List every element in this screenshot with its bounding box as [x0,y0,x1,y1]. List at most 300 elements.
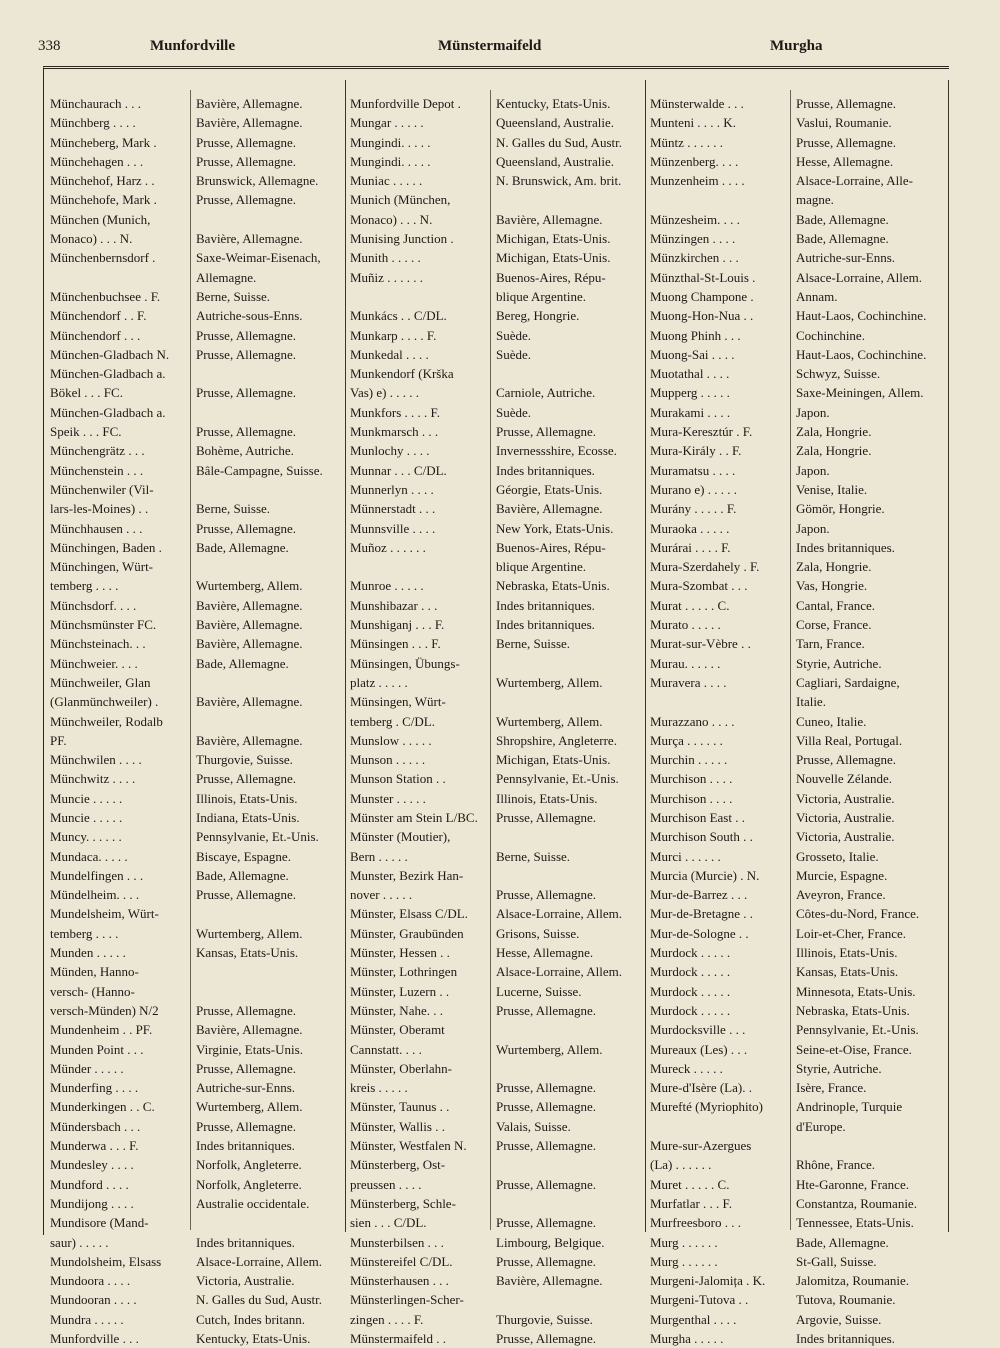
place-name: PF. [50,732,67,748]
gazetteer-entry [648,364,948,383]
place-region: Michigan, Etats-Unis. [496,752,611,768]
place-name: Muncie . . . . . [50,790,123,806]
gazetteer-entry [648,190,948,209]
place-name: Munslow . . . . . [350,732,432,748]
gazetteer-entry [48,808,348,827]
place-region: Grisons, Suisse. [496,925,580,941]
place-name: Murdocksville . . . [650,1022,746,1038]
gazetteer-entry [648,731,948,750]
gazetteer-entry [48,634,348,653]
place-region [492,827,646,846]
place-name: Murg . . . . . . [650,1234,718,1250]
place-name: Münsterhausen . . . [350,1273,449,1289]
gazetteer-entry [348,519,648,538]
place-name: Mur-de-Bretagne . . [650,906,753,922]
gazetteer-entry [648,847,948,866]
gazetteer-entry [648,441,948,460]
gazetteer-entry [48,673,348,692]
place-region [192,403,346,422]
place-region: Michigan, Etats-Unis. [496,231,611,247]
place-region: Victoria, Australie. [796,829,895,845]
gazetteer-entry [348,615,648,634]
place-name: saur) . . . . . [50,1234,109,1250]
gazetteer-entry [648,210,948,229]
gazetteer-entry [348,1059,648,1078]
gazetteer-entry [648,229,948,248]
place-name: Murat . . . . . C. [650,597,730,613]
place-name: Munden . . . . . [50,945,126,961]
place-name [648,190,792,209]
place-region: Shropshire, Angleterre. [496,732,617,748]
place-name: temberg . . . . [50,578,119,594]
place-region: Pennsylvanie, Et.-Unis. [496,771,619,787]
place-name: Munnerlyn . . . . [350,481,434,497]
place-name: Murg . . . . . . [650,1253,718,1269]
place-region: Saxe-Weimar-Eisenach, [196,250,321,266]
place-region: Limbourg, Belgique. [496,1234,605,1250]
place-region: Bade, Allemagne. [196,655,289,671]
place-name: Mundoora . . . . [50,1273,131,1289]
place-region [492,1020,646,1039]
gazetteer-entry [648,750,948,769]
gazetteer-entry [348,133,648,152]
place-region: Illinois, Etats-Unis. [796,945,898,961]
gazetteer-entry [48,1001,348,1020]
place-name: nover . . . . . [350,887,413,903]
gazetteer-entry [348,480,648,499]
place-region: Alsace-Lorraine, Allem. [196,1253,322,1269]
gazetteer-entry [648,383,948,402]
place-region: Bavière, Allemagne. [496,211,603,227]
place-name: Münsingen . . . F. [350,636,441,652]
gazetteer-entry [48,596,348,615]
place-region: Alsace-Lorraine, Allem. [796,269,922,285]
place-region [492,1194,646,1213]
place-region: Bavière, Allemagne. [196,1022,303,1038]
place-name: Münster (Moutier), [350,829,451,845]
place-name: Münzingen . . . . [650,231,736,247]
gazetteer-entry [348,808,648,827]
gazetteer-entry [48,210,348,229]
place-name: Mundelsheim, Würt- [50,906,159,922]
place-region: Thurgovie, Suisse. [496,1311,593,1327]
place-name: Müncheberg, Mark . [50,134,157,150]
place-region: Vaslui, Roumanie. [796,115,892,131]
place-region [192,982,346,1001]
gazetteer-entry [348,171,648,190]
place-region: Wurtemberg, Allem. [196,1099,303,1115]
gazetteer-entry [648,615,948,634]
gazetteer-entry [348,885,648,904]
place-name [648,1117,792,1136]
place-region [192,962,346,981]
gazetteer-entry [648,712,948,731]
place-region: Prusse, Allemagne. [496,1176,597,1192]
place-region: Nebraska, Etats-Unis. [496,578,610,594]
gazetteer-entry [348,634,648,653]
place-name: München (Munich, [50,211,151,227]
gazetteer-entry [48,326,348,345]
place-name: Münzthal-St-Louis . [650,269,756,285]
gazetteer-entry [348,287,648,306]
place-name: Munfordville . . . [50,1331,139,1346]
place-region: Bereg, Hongrie. [496,308,580,324]
place-region: Suède. [496,346,532,362]
gazetteer-entry [48,133,348,152]
gazetteer-entry [348,1329,648,1348]
place-name: Mundra . . . . . [50,1311,124,1327]
gazetteer-entry [648,827,948,846]
place-name: Münder . . . . . [50,1060,124,1076]
running-header [0,38,1000,60]
gazetteer-entry [648,1194,948,1213]
place-region: Indes britanniques. [496,462,595,478]
place-region: Tutova, Roumanie. [796,1292,896,1308]
place-region: Indes britanniques. [196,1234,295,1250]
place-name: Münchenwiler (Vil- [50,481,154,497]
place-region [792,1136,946,1155]
place-region [492,692,646,711]
gazetteer-entry [48,538,348,557]
gazetteer-entry [648,1213,948,1232]
place-region: Gömör, Hongrie. [796,501,885,517]
place-region: Suède. [496,327,532,343]
gazetteer-entry [648,306,948,325]
place-name: Münchsmünster FC. [50,617,157,633]
place-name: Munderwa . . . F. [50,1138,139,1154]
place-name: Münster, Nahe. . . [350,1002,443,1018]
gazetteer-entry [648,982,948,1001]
gazetteer-entry [348,441,648,460]
place-region: Biscaye, Espagne. [196,848,291,864]
place-region: Prusse, Allemagne. [196,153,297,169]
place-region: Prusse, Allemagne. [496,809,597,825]
place-name: Bern . . . . . [350,848,408,864]
place-region: Prusse, Allemagne. [196,134,297,150]
place-region: Suède. [496,404,532,420]
gazetteer-entry [348,461,648,480]
place-region: Wurtemberg, Allem. [496,1041,603,1057]
gazetteer-entry [648,248,948,267]
gazetteer-entry [648,538,948,557]
place-name: Münchberg . . . . [50,115,136,131]
gazetteer-entry [648,1001,948,1020]
gazetteer-entry [648,133,948,152]
place-region: Berne, Suisse. [496,848,571,864]
gazetteer-entry [48,1310,348,1329]
gazetteer-column-1 [48,94,348,1346]
place-name: Munson . . . . . [350,752,426,768]
place-name: Murchison . . . . [650,771,733,787]
gazetteer-entry [48,345,348,364]
gazetteer-entry [648,1175,948,1194]
place-region: Autriche-sur-Enns. [796,250,896,266]
place-region: Japon. [796,404,830,420]
place-region: Schwyz, Suisse. [796,366,881,382]
place-name: Munsterbilsen . . . [350,1234,444,1250]
place-region: N. Brunswick, Am. brit. [496,173,622,189]
place-name: Murchison South . . [650,829,753,845]
gazetteer-entry [48,499,348,518]
place-region: Styrie, Autriche. [796,655,882,671]
place-name: Muong-Hon-Nua . . [650,308,754,324]
gazetteer-entry [48,1059,348,1078]
place-region: Prusse, Allemagne. [496,1331,597,1346]
place-region: Prusse, Allemagne. [496,1099,597,1115]
place-name: Münchsdorf. . . . [50,597,137,613]
place-region [192,364,346,383]
place-region: Villa Real, Portugal. [796,732,903,748]
gazetteer-entry [648,1059,948,1078]
place-name: Muniac . . . . . [350,173,423,189]
place-name: kreis . . . . . [350,1080,408,1096]
place-name: Murau. . . . . . [650,655,721,671]
gazetteer-entry [648,1040,948,1059]
place-name: Münster, Oberlahn- [350,1060,453,1076]
place-name: Murgha . . . . . [650,1331,724,1346]
gazetteer-entry [648,94,948,113]
place-region: Prusse, Allemagne. [496,1002,597,1018]
gazetteer-column-2 [348,94,648,1346]
place-region: Pennsylvanie, Et.-Unis. [796,1022,919,1038]
place-region: Autriche-sur-Enns. [196,1080,296,1096]
place-region: Zala, Hongrie. [796,443,872,459]
place-name: Mura-Szombat . . . [650,578,748,594]
gazetteer-entry [348,557,648,576]
gazetteer-entry [348,1271,648,1290]
place-region: Alsace-Lorraine, Alle- [796,173,913,189]
place-name: Münchingen, Würt- [50,559,154,575]
place-name: Münster, Wallis . . [350,1118,445,1134]
gazetteer-entry [48,1290,348,1309]
place-name: Mur-de-Barrez . . . [650,887,748,903]
place-name: Murakami . . . . [650,404,731,420]
gazetteer-entry [648,1329,948,1348]
gazetteer-entry [648,1020,948,1039]
place-name: Mundenheim . . PF. [50,1022,153,1038]
place-name: Münzenberg. . . . [650,153,739,169]
place-name: Münster, Lothringen [350,964,458,980]
place-region: Géorgie, Etats-Unis. [496,481,603,497]
place-region: New York, Etats-Unis. [496,520,614,536]
place-region [492,866,646,885]
place-name: Münster, Elsass C/DL. [350,906,468,922]
gazetteer-entry [648,403,948,422]
place-name: versch-Münden) N/2 [50,1002,159,1018]
gazetteer-entry [48,1271,348,1290]
place-name: Mure-sur-Azergues [650,1138,752,1154]
gazetteer-entry [48,519,348,538]
place-name: Münster, Graubünden [350,925,464,941]
place-region: Loir-et-Cher, France. [796,925,907,941]
place-name: Münsterberg, Ost- [350,1157,446,1173]
place-name: Munkedal . . . . [350,346,429,362]
gazetteer-entry [348,1194,648,1213]
gazetteer-entry [48,1252,348,1271]
gazetteer-entry [648,808,948,827]
place-region: Prusse, Allemagne. [196,520,297,536]
place-region: Victoria, Australie. [196,1273,295,1289]
gazetteer-entry [348,403,648,422]
place-name: Munroe . . . . . [350,578,424,594]
gazetteer-entry [348,827,648,846]
gazetteer-entry [348,712,648,731]
place-region: N. Galles du Sud, Austr. [196,1292,323,1308]
gazetteer-entry [648,1252,948,1271]
gazetteer-entry [48,750,348,769]
gazetteer-entry [48,1136,348,1155]
place-name: preussen . . . . [350,1176,422,1192]
gazetteer-entry [648,345,948,364]
place-region: Invernessshire, Ecosse. [496,443,617,459]
place-region: Japon. [796,520,830,536]
place-name: Munich (München, [350,192,451,208]
gazetteer-entry [48,190,348,209]
gazetteer-entry [48,268,348,287]
place-name: Munkmarsch . . . [350,424,439,440]
place-name: Murato . . . . . [650,617,721,633]
place-region: Autriche-sous-Enns. [196,308,303,324]
place-name: zingen . . . . F. [350,1311,424,1327]
gazetteer-entry [48,576,348,595]
place-region: Andrinople, Turquie [796,1099,903,1115]
gazetteer-entry [348,229,648,248]
gazetteer-entry [48,1175,348,1194]
place-name: (La) . . . . . . [650,1157,712,1173]
place-region: Bavière, Allemagne. [196,732,303,748]
place-name: Murchison . . . . [650,790,733,806]
place-region: Berne, Suisse. [196,288,271,304]
place-region: Prusse, Allemagne. [496,1080,597,1096]
gazetteer-entry [648,962,948,981]
place-region: Indes britanniques. [796,1331,895,1346]
place-region: Corse, France. [796,617,872,633]
gazetteer-entry [48,885,348,904]
place-name: Mungar . . . . . [350,115,424,131]
place-region [192,904,346,923]
gazetteer-entry [348,750,648,769]
gazetteer-entry [348,673,648,692]
place-region: Brunswick, Allemagne. [196,173,319,189]
place-region: Grosseto, Italie. [796,848,879,864]
gazetteer-entry [48,827,348,846]
place-region: Prusse, Allemagne. [796,134,897,150]
header-first-entry: Munfordville [150,38,235,54]
place-name: Mureck . . . . . [650,1060,723,1076]
gazetteer-entry [48,403,348,422]
place-name: Mundaca. . . . . [50,848,128,864]
place-name: Munzenheim . . . . [650,173,745,189]
place-region [192,673,346,692]
place-region: Tennessee, Etats-Unis. [796,1215,914,1231]
gazetteer-entry [48,480,348,499]
place-region: Prusse, Allemagne. [196,192,297,208]
gazetteer-entry [48,1097,348,1116]
gazetteer-entry [48,866,348,885]
gazetteer-entry [48,248,348,267]
place-name: Munnsville . . . . [350,520,436,536]
place-name: Münchsteinach. . . [50,636,146,652]
place-region: Prusse, Allemagne. [496,1215,597,1231]
gazetteer-entry [48,306,348,325]
place-region: Wurtemberg, Allem. [196,925,303,941]
place-name: Munster, Bezirk Han- [350,867,464,883]
gazetteer-entry [48,229,348,248]
gazetteer-entry [348,1117,648,1136]
place-region: Kansas, Etats-Unis. [196,945,299,961]
place-name: Murgeni-Jalomița . K. [650,1273,766,1289]
place-name: Murat-sur-Vèbre . . [650,636,751,652]
place-name: Murfatlar . . . F. [650,1195,732,1211]
place-name: Münsterlingen-Scher- [350,1292,464,1308]
gazetteer-entry [348,1290,648,1309]
place-name: Münzkirchen . . . [650,250,739,266]
place-name: Murchison East . . [650,809,745,825]
place-region: d'Europe. [796,1118,846,1134]
place-name: Münsterberg, Schle- [350,1195,456,1211]
place-region: Alsace-Lorraine, Allem. [496,964,622,980]
gazetteer-entry [348,962,648,981]
place-name: Murdock . . . . . [650,964,731,980]
place-name: Monaco) . . . N. [50,231,133,247]
gazetteer-entry [648,943,948,962]
place-region: Cutch, Indes britann. [196,1311,306,1327]
gazetteer-entry [48,557,348,576]
place-region: Victoria, Australie. [796,790,895,806]
place-region: Allemagne. [196,269,257,285]
place-region: Argovie, Suisse. [796,1311,882,1327]
place-region: Murcie, Espagne. [796,867,888,883]
place-region: Prusse, Allemagne. [196,1118,297,1134]
gazetteer-entry [648,789,948,808]
place-region: Venise, Italie. [796,481,868,497]
gazetteer-entry [648,634,948,653]
place-region: blique Argentine. [496,559,587,575]
place-region: Cantal, France. [796,597,876,613]
place-name: Münsingen, Übungs- [350,655,460,671]
gazetteer-entry [348,982,648,1001]
place-name: Münchenbuchsee . F. [50,288,161,304]
place-name: Mundijong . . . . [50,1195,134,1211]
place-name: Munster . . . . . [350,790,426,806]
place-region: Buenos-Aires, Répu- [496,539,606,555]
place-name: Mundelfingen . . . [50,867,144,883]
place-name: Münchehofe, Mark . [50,192,157,208]
place-region [192,480,346,499]
place-region [492,1155,646,1174]
place-region: Hesse, Allemagne. [496,945,594,961]
place-name: München-Gladbach N. [50,346,170,362]
place-region: Prusse, Allemagne. [796,752,897,768]
place-name: Münden, Hanno- [50,964,139,980]
place-region: Bade, Allemagne. [796,231,889,247]
gazetteer-entry [648,692,948,711]
place-name: Münzesheim. . . . [650,211,740,227]
place-region [492,364,646,383]
gazetteer-entry [348,1310,648,1329]
gazetteer-entry [648,1155,948,1174]
gazetteer-entry [348,1136,648,1155]
place-region [192,210,346,229]
place-name: Münchaurach . . . [50,96,141,111]
place-name: Münchengrätz . . . [50,443,145,459]
place-name: (Glanmünchweiler) . [50,694,159,710]
place-name: Murefté (Myriophito) [650,1099,764,1115]
place-name: Münster, Taunus . . [350,1099,450,1115]
place-name: Munkendorf (Krška [350,366,454,382]
gazetteer-entry [648,1233,948,1252]
place-name: Speik . . . FC. [50,424,122,440]
